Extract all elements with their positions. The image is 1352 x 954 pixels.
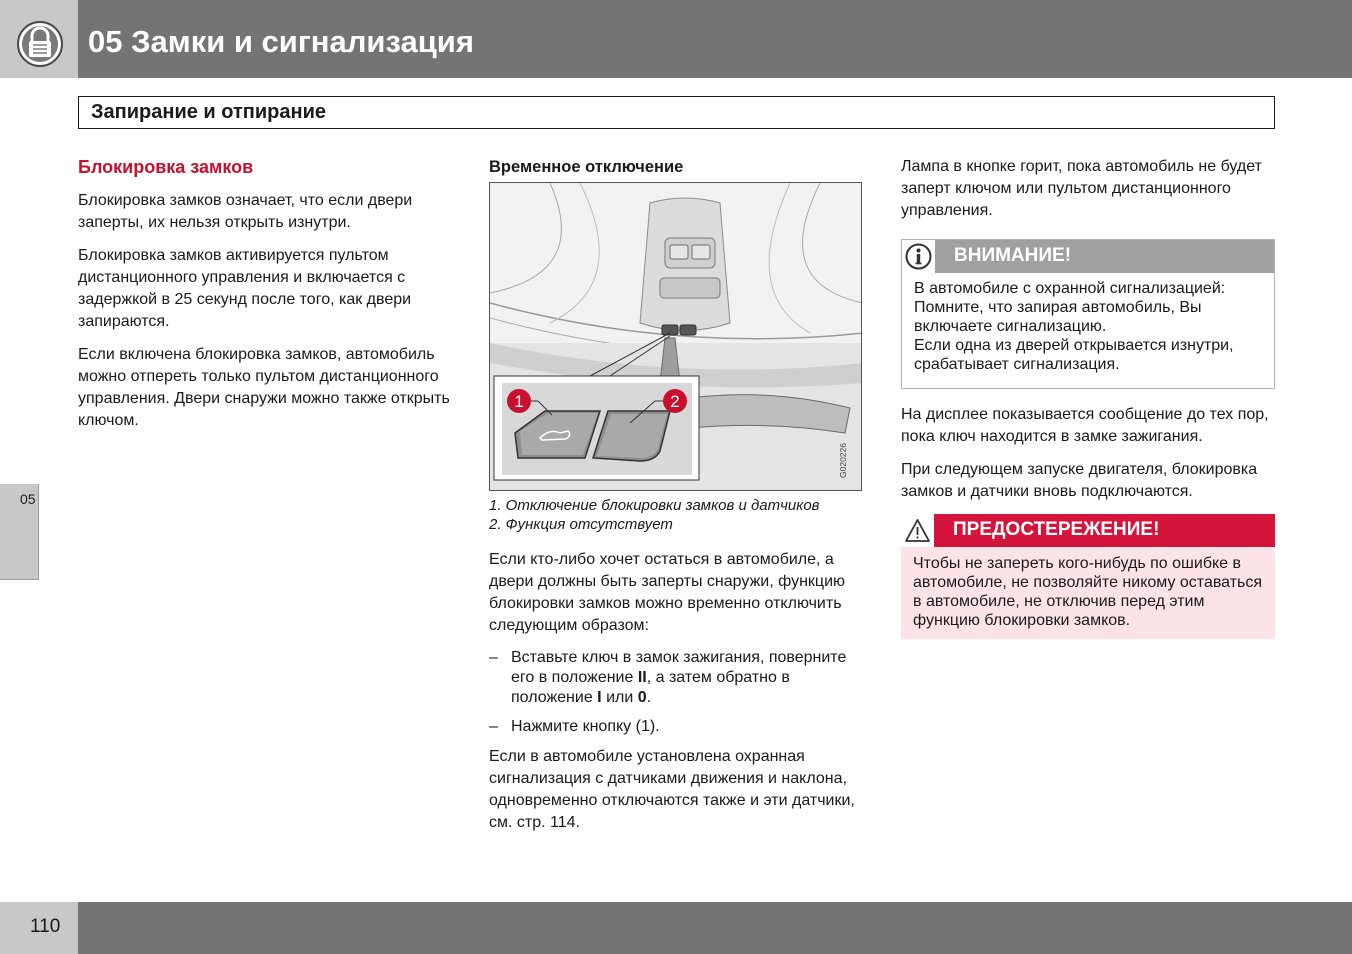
chapter-title: 05 Замки и сигнализация: [88, 24, 474, 59]
warning-triangle-icon: [901, 514, 934, 547]
heading-temporary-disable: Временное отключение: [489, 158, 684, 176]
heading-lock-blocking: Блокировка замков: [78, 157, 254, 177]
caption-line-2: 2. Функция отсутствует: [489, 516, 673, 533]
attention-line: В автомобиле с охранной сигнализацией:: [914, 280, 1226, 297]
position-label: 0: [637, 689, 647, 706]
position-label: II: [637, 669, 647, 686]
paragraph-intro: Если кто-либо хочет остаться в автомобиле, а двери должны быть заперты снаружи, функцию блокировки замков можно временно отключить следующим образом:: [489, 551, 846, 634]
paragraph: Если включена блокировка замков, автомобиль можно отпереть только пультом дистанционного управления. Двери снаружи можно также открыть ключом.: [78, 346, 450, 429]
figure-code: G020226: [838, 443, 848, 478]
warning-body: Чтобы не запереть кого-нибудь по ошибке в автомобиле, не позволяйте никому оставаться в автомобиле, не отключив перед этим функцию блокировки замков.: [913, 555, 1263, 629]
column-3: [901, 156, 1275, 639]
chapter-icon-box: [0, 0, 78, 78]
attention-body: [902, 273, 1274, 388]
list-item: [489, 717, 863, 737]
position-label: I: [597, 689, 602, 706]
paragraph: Блокировка замков означает, что если двери заперты, их нельзя открыть изнутри.: [78, 192, 413, 231]
step-text: Нажмите кнопку (1).: [511, 718, 660, 735]
footer-bar: [78, 902, 1352, 954]
info-icon: [902, 240, 935, 273]
step-text: .: [646, 689, 652, 706]
step-text: Вставьте ключ в замок зажигания, поверните его в положение: [511, 649, 847, 686]
ceiling-console-illustration: [489, 182, 862, 491]
list-dash: –: [489, 718, 498, 735]
warning-title: ПРЕДОСТЕРЕЖЕНИЕ!: [953, 519, 1160, 540]
step-text: , а затем обратно в положение: [511, 669, 790, 706]
attention-title: ВНИМАНИЕ!: [954, 245, 1072, 266]
warning-header: [901, 514, 1275, 547]
paragraph: Лампа в кнопке горит, пока автомобиль не будет заперт ключом или пультом дистанционного управления.: [901, 158, 1262, 219]
paragraph: При следующем запуске двигателя, блокировка замков и датчики вновь подключаются.: [901, 461, 1258, 500]
step-text: или: [601, 689, 638, 706]
column-1: [78, 156, 450, 443]
paragraph-outro: Если в автомобиле установлена охранная сигнализация с датчиками движения и наклона, одновременно отключаются также и эти датчики, см. стр. 114.: [489, 748, 855, 831]
section-title-box: [78, 96, 1275, 129]
warning-notice: [901, 514, 1275, 639]
attention-line: Если одна из дверей открывается изнутри, срабатывает сигнализация.: [914, 337, 1234, 373]
attention-line: Помните, что запирая автомобиль, Вы включаете сигнализацию.: [914, 299, 1202, 335]
ceiling-console-drawing: [490, 183, 862, 491]
attention-header: [902, 240, 1274, 273]
paragraph: Блокировка замков активируется пультом дистанционного управления и включается с задержкой в 25 секунд после того, как двери запираются.: [78, 247, 412, 330]
warning-icon-box: [901, 514, 934, 547]
paragraph: На дисплее показывается сообщение до тех пор, пока ключ находится в замке зажигания.: [901, 406, 1269, 445]
column-2: [489, 156, 863, 845]
chapter-side-tab[interactable]: [0, 484, 39, 580]
callout-1-label: 1: [514, 392, 524, 411]
caption-line-1: 1. Отключение блокировки замков и датчиков: [489, 497, 820, 514]
callout-2-label: 2: [670, 392, 680, 411]
list-dash: –: [489, 649, 498, 666]
list-item: [489, 648, 863, 708]
info-icon-box: [902, 240, 935, 273]
page-number-box: [0, 902, 78, 954]
attention-notice: [901, 239, 1275, 389]
page-number: 110: [30, 916, 61, 937]
figure-caption: [489, 496, 863, 534]
side-tab-label: 05: [20, 491, 36, 507]
lock-icon: [16, 20, 64, 68]
section-title: Запирание и отпирание: [91, 101, 326, 123]
